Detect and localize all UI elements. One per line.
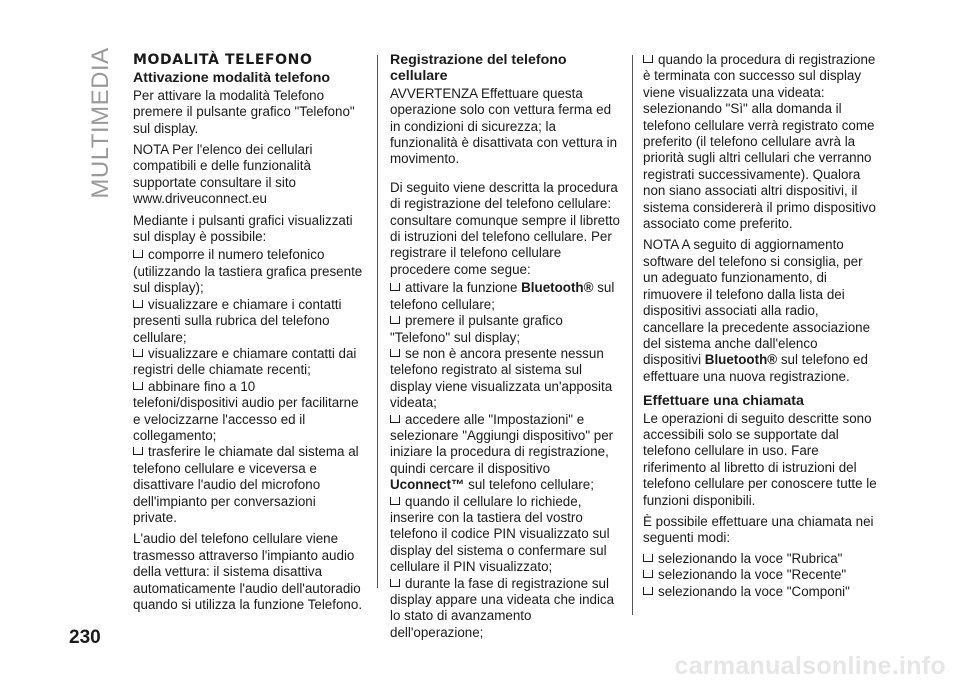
bullet-icon (390, 349, 400, 357)
subsection-title: Attivazione modalità telefono (133, 70, 331, 87)
list-item: comporre il numero telefonico (utilizzando la tastiera grafica presente sul display); (133, 247, 363, 296)
paragraph: Di seguito viene descritta la procedura di registrazione del telefono cellulare: consultare comunque sempre il libretto di istruzioni del telefono cellulare. Per registrare il telefono cellulare procedere come segue: (390, 179, 620, 277)
paragraph: È possibile effettuare una chiamata nei seguenti modi: (643, 513, 874, 546)
bullet-icon (133, 300, 143, 308)
list-item: selezionando la voce "Recente" (643, 567, 879, 583)
list-item: abbinare fino a 10 telefoni/dispositivi audio per facilitarne e velocizzarne l'accesso ed il collegamento; (133, 378, 359, 443)
list-item: attivare la funzione Bluetooth® sul telefono cellulare; (390, 280, 615, 312)
bullet-icon (133, 382, 143, 390)
section-title: MODALITÀ TELEFONO (133, 52, 313, 68)
list-item: trasferire le chiamate dal sistema al telefono cellulare e viceversa e disattivare l'audio del microfono dell'impianto per conversazioni private. (133, 444, 359, 525)
bullet-icon (390, 497, 400, 505)
list-item: quando il cellulare lo richiede, inserire con la tastiera del vostro telefono il codice PIN visualizzato sul display del sistema o confermare sul cellulare il PIN visualizzato; (390, 493, 610, 575)
footer-watermark: carmanualsonline.info (674, 652, 946, 680)
paragraph: Mediante i pulsanti grafici visualizzati sul display è possibile: (133, 212, 353, 245)
bullet-icon (390, 316, 400, 324)
bullet-icon (390, 579, 400, 587)
list-item: se non è ancora presente nessun telefono registrato al sistema sul display viene visualizzata un'apposita videata; (390, 345, 613, 411)
bullet-icon (133, 349, 143, 357)
paragraph: L'audio del telefono cellulare viene trasmesso attraverso l'impianto audio della vettura: il sistema disattiva automaticamente l'audio dell'autoradio quando si utilizza la funzione Telefono. (133, 531, 363, 612)
list-item: selezionando la voce "Componi" (643, 584, 879, 600)
column-1 (133, 52, 363, 618)
list-item: premere il pulsante grafico "Telefono" sul display; (390, 313, 563, 345)
subsection-title: Registrazione del telefono cellulare (390, 52, 567, 85)
column-divider-1 (377, 55, 378, 588)
warning-paragraph: AVVERTENZA Effettuare questa operazione solo con vettura ferma ed in condizioni di sicurezza; la funzionalità è disattivata con vettura in movimento. (390, 85, 618, 167)
bullet-icon (643, 554, 653, 562)
list-item: selezionando la voce "Rubrica" (643, 551, 879, 567)
bullet-icon (390, 283, 400, 291)
bullet-icon (133, 447, 143, 455)
list-item: visualizzare e chiamare contatti dai registri delle chiamate recenti; (133, 345, 357, 378)
list-item: quando la procedura di registrazione è terminata con successo sul display viene visualizzata una videata: selezionando "Sì" alla domanda il telefono cellulare verrà registrato come preferito (il telefono cellulare avrà la priorità sugli altri cellulari che verranno registrati successivamente). Qualora non siano associati altri dispositivi, il sistema considererà il primo dispositivo associato come preferito. (643, 52, 876, 232)
subsection-title: Effettuare una chiamata (643, 393, 804, 410)
column-divider-2 (632, 55, 633, 615)
paragraph: Per attivare la modalità Telefono premere il pulsante grafico "Telefono" sul display. (133, 87, 355, 136)
bullet-icon (643, 587, 653, 595)
bullet-icon (643, 55, 653, 63)
list-item: visualizzare e chiamare i contatti presenti sulla rubrica del telefono cellulare; (133, 296, 342, 345)
page-number: 230 (69, 627, 101, 648)
section-side-title: MULTIMEDIA (87, 47, 114, 199)
bullet-icon (390, 415, 400, 423)
bullet-icon (133, 250, 143, 258)
column-2 (390, 52, 622, 641)
note-paragraph: NOTA A seguito di aggiornamento software del telefono si consiglia, per un adeguato funzionamento, di rimuovere il telefono dalla lista dei dispositivi associati alla radio, cancellare la precedente associazione del sistema anche dall'elenco dispositivi Bluetooth® sul telefono ed effettuare una nuova registrazione. (643, 237, 871, 384)
bullet-icon (643, 570, 653, 578)
column-3 (643, 52, 879, 600)
paragraph: Le operazioni di seguito descritte sono accessibili solo se supportate dal telefono cellulare in uso. Fare riferimento al libretto di istruzioni del telefono cellulare per conoscere tutte le funzioni disponibili. (643, 410, 877, 508)
list-item: accedere alle "Impostazioni" e selezionare "Aggiungi dispositivo" per iniziare la procedura di registrazione, quindi cercare il dispositivo Uconnect™ sul telefono cellulare; (390, 411, 614, 493)
note-paragraph: NOTA Per l'elenco dei cellulari compatibili e delle funzionalità supportate consultare il sito www.driveuconnect.eu (133, 142, 313, 207)
list-item: durante la fase di registrazione sul display appare una videata che indica lo stato di avanzamento dell'operazione; (390, 575, 615, 640)
